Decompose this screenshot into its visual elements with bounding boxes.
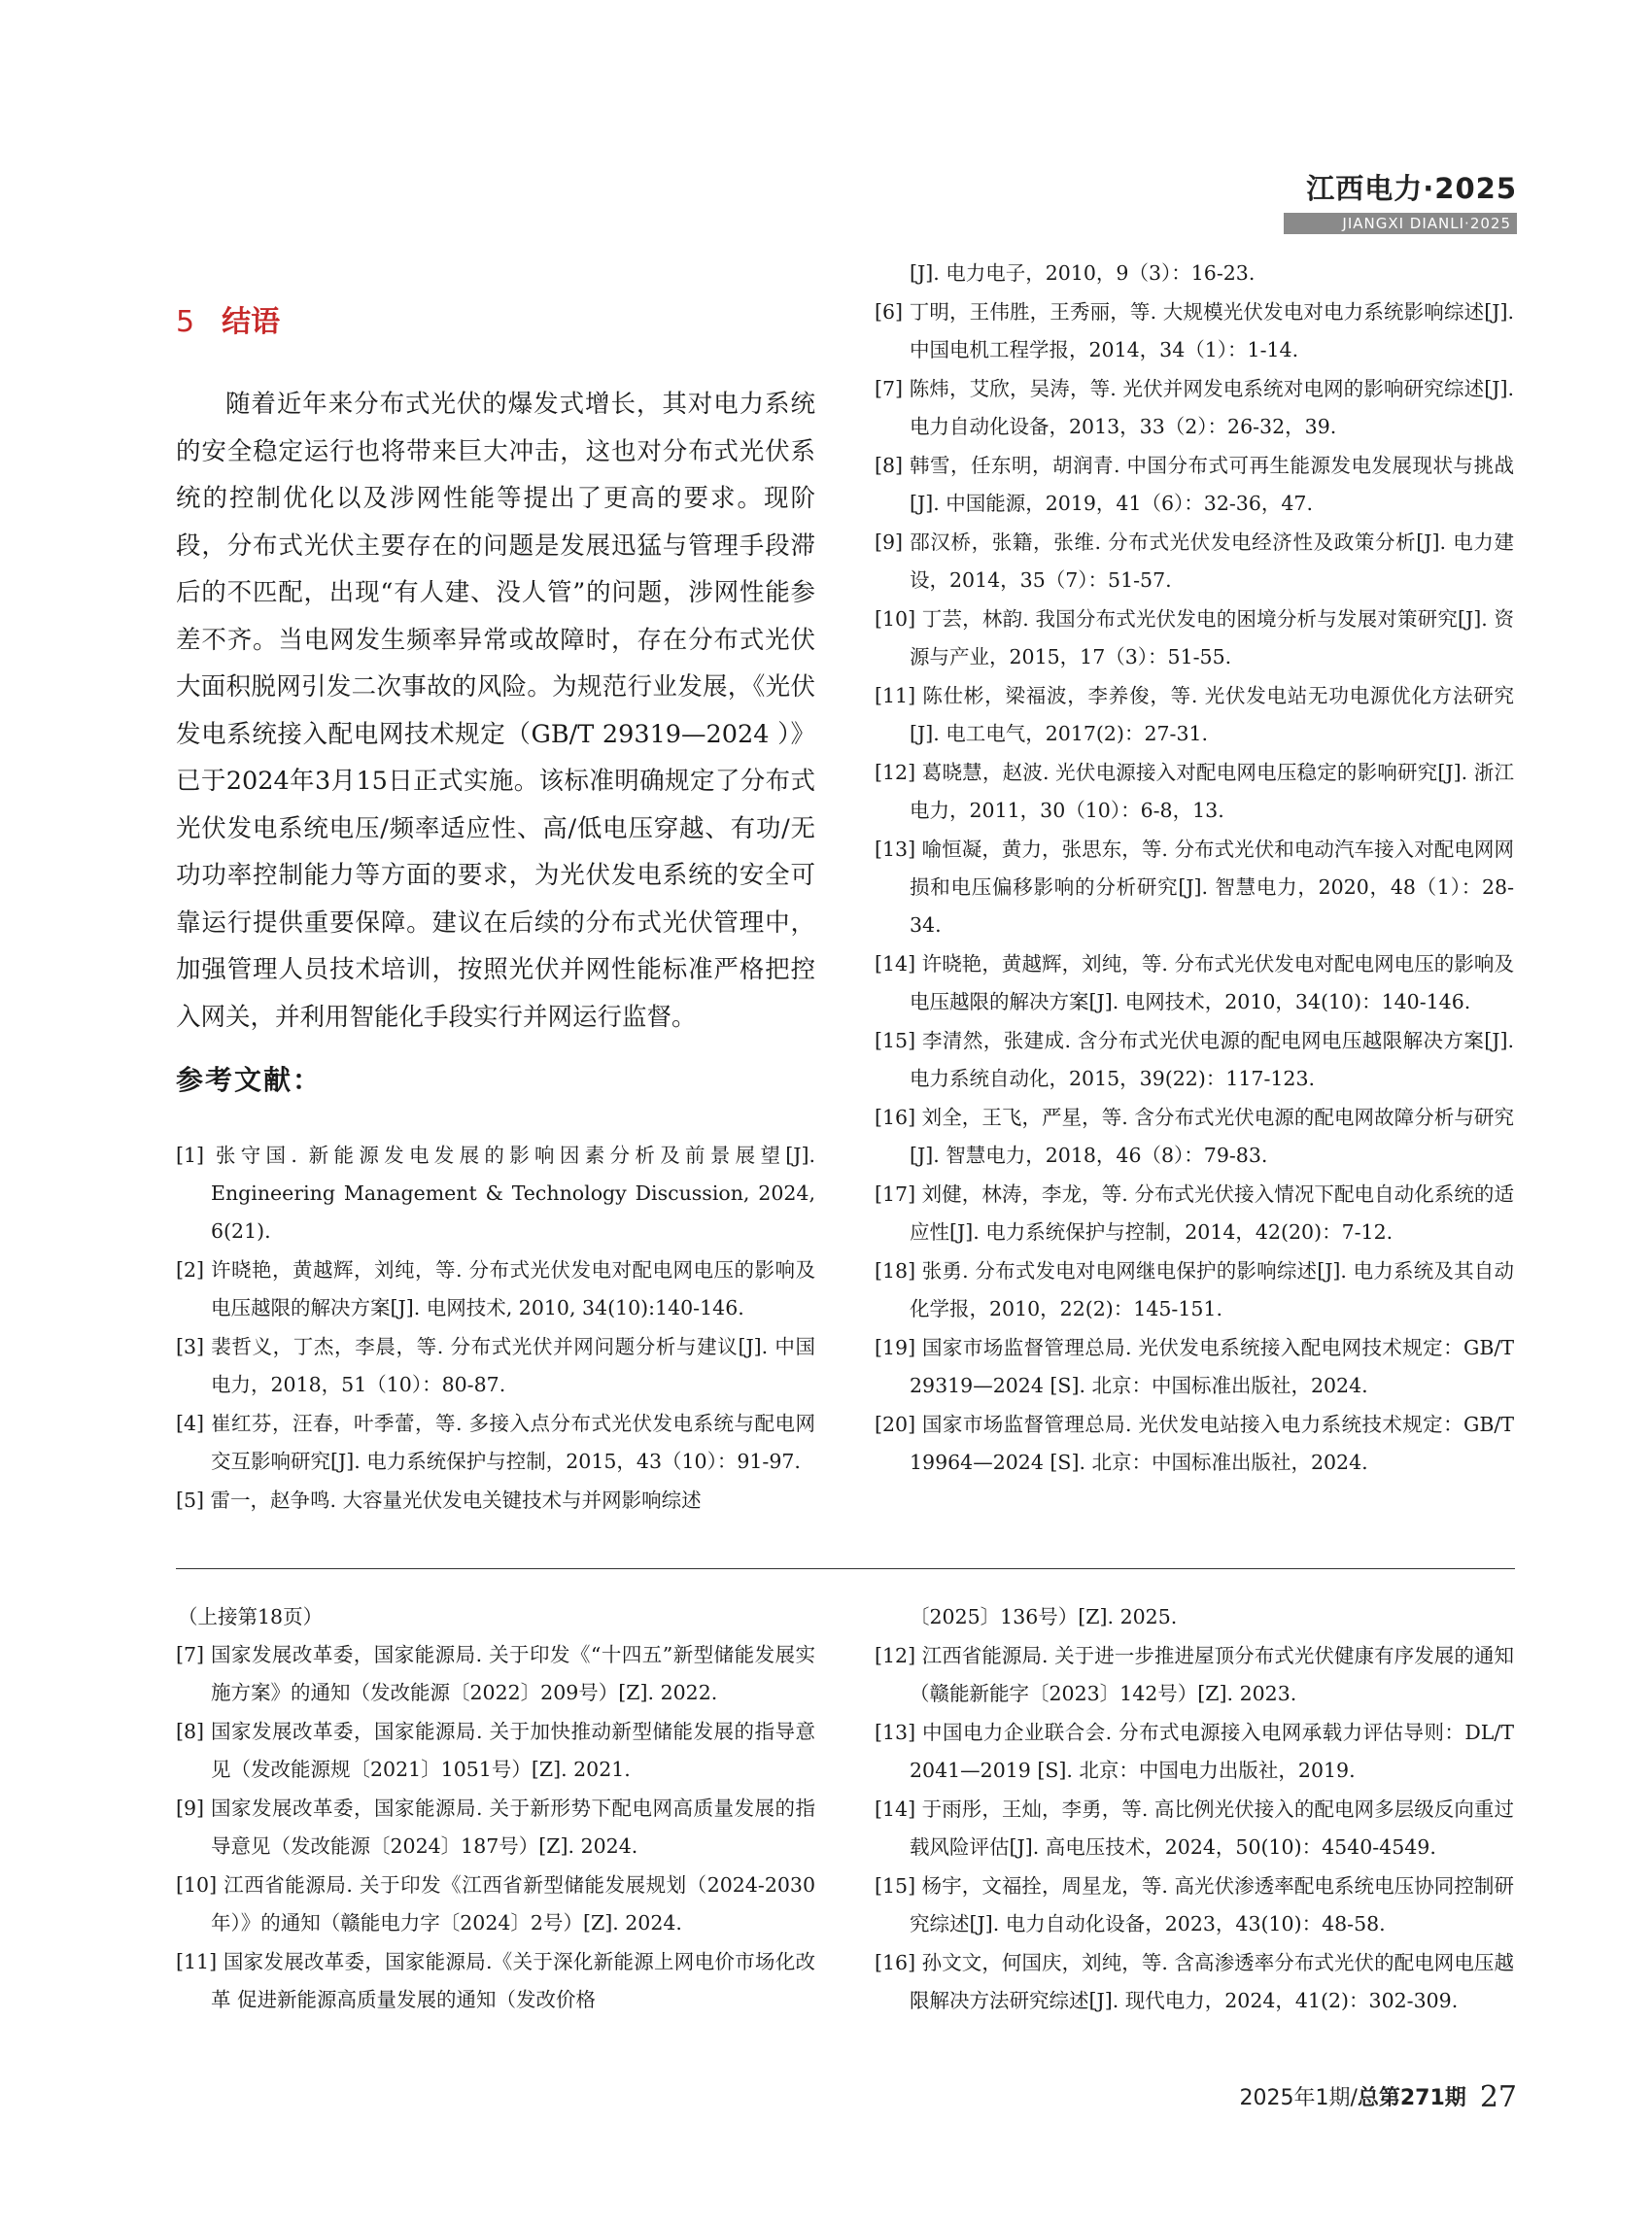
reference-item: [10] 丁芸，林韵. 我国分布式光伏发电的困境分析与发展对策研究[J]. 资源与产业，2015，17（3）：51-55.	[875, 607, 1514, 668]
references-right-column	[875, 255, 1514, 1483]
reference-item: [15] 杨宇，文福拴，周星龙，等. 高光伏渗透率配电系统电压协同控制研究综述[J]. 电力自动化设备，2023，43(10)：48-58.	[875, 1874, 1514, 1935]
reference-item: [3] 裴哲义，丁杰，李晨，等. 分布式光伏并网问题分析与建议[J]. 中国电力，2018，51（10）：80-87.	[176, 1335, 815, 1396]
reference-item: [7] 国家发展改革委，国家能源局. 关于印发《“十四五”新型储能发展实施方案》的通知（发改能源〔2022〕209号）[Z]. 2022.	[176, 1643, 815, 1704]
page-number: 27	[1479, 2080, 1517, 2114]
reference-item: [5] 雷一，赵争鸣. 大容量光伏发电关键技术与并网影响综述	[176, 1489, 702, 1512]
reference-item: [8] 韩雪，任东明，胡润青. 中国分布式可再生能源发电发展现状与挑战[J]. 中国能源，2019，41（6）：32-36，47.	[875, 454, 1514, 515]
reference-item: [6] 丁明，王伟胜，王秀丽，等. 大规模光伏发电对电力系统影响综述[J]. 中国电机工程学报，2014，34（1）：1-14.	[875, 300, 1514, 361]
continued-note: （上接第18页）	[178, 1605, 324, 1628]
reference-item: [11] 陈仕彬，梁福波，李养俊，等. 光伏发电站无功电源优化方法研究[J]. 电工电气，2017(2)：27-31.	[875, 684, 1514, 745]
reference-item: [2] 许晓艳，黄越辉，刘纯，等. 分布式光伏发电对配电网电压的影响及电压越限的解决方案[J]. 电网技术, 2010, 34(10):140-146.	[176, 1258, 815, 1319]
section-title: 结语	[222, 305, 281, 339]
reference-item: [4] 崔红芬，汪春，叶季蕾，等. 多接入点分布式光伏发电系统与配电网交互影响研究[J]. 电力系统保护与控制，2015，43（10）：91-97.	[176, 1412, 815, 1473]
reference-continuation: 〔2025〕136号）[Z]. 2025.	[910, 1605, 1178, 1628]
section-number: 5	[176, 305, 195, 339]
reference-item: [16] 刘全，王飞，严星，等. 含分布式光伏电源的配电网故障分析与研究[J]. 智慧电力，2018，46（8）：79-83.	[875, 1106, 1514, 1167]
reference-item: [15] 李清然，张建成. 含分布式光伏电源的配电网电压越限解决方案[J]. 电力系统自动化，2015，39(22)：117-123.	[875, 1029, 1514, 1090]
reference-item: [19] 国家市场监督管理总局. 光伏发电系统接入配电网技术规定：GB/T 29319—2024 [S]. 北京：中国标准出版社，2024.	[875, 1336, 1514, 1397]
reference-item: [8] 国家发展改革委，国家能源局. 关于加快推动新型储能发展的指导意见（发改能源规〔2021〕1051号）[Z]. 2021.	[176, 1720, 815, 1781]
reference-continuation: [J]. 电力电子，2010，9（3）：16-23.	[910, 261, 1256, 285]
references-heading: 参考文献：	[176, 1064, 323, 1096]
reference-item: [20] 国家市场监督管理总局. 光伏发电站接入电力系统技术规定：GB/T 19964—2024 [S]. 北京：中国标准出版社，2024.	[875, 1413, 1514, 1474]
journal-header	[1284, 167, 1517, 234]
issue-total: 总第271期	[1357, 2086, 1466, 2110]
reference-item: [10] 江西省能源局. 关于印发《江西省新型储能发展规划（2024-2030年）》的通知（赣能电力字〔2024〕2号）[Z]. 2024.	[176, 1873, 815, 1935]
section-heading	[176, 297, 280, 340]
reference-item: [9] 邵汉桥，张籍，张维. 分布式光伏发电经济性及政策分析[J]. 电力建设，2014，35（7）：51-57.	[875, 531, 1514, 592]
reference-item: [14] 于雨彤，王灿，李勇，等. 高比例光伏接入的配电网多层级反向重过载风险评估[J]. 高电压技术，2024，50(10)：4540-4549.	[875, 1798, 1514, 1859]
reference-item: [12] 江西省能源局. 关于进一步推进屋顶分布式光伏健康有序发展的通知（赣能新能字〔2023〕142号）[Z]. 2023.	[875, 1644, 1514, 1705]
reference-item: [11] 国家发展改革委，国家能源局.《关于深化新能源上网电价市场化改革 促进新能源高质量发展的通知（发改价格	[176, 1950, 815, 2011]
section-divider	[176, 1568, 1515, 1569]
journal-title: 江西电力·2025	[1306, 172, 1517, 205]
reference-item: [1] 张守国. 新能源发电发展的影响因素分析及前景展望[J]. Engineering Management & Technology Discussion, 2024, 6(21).	[176, 1144, 815, 1243]
issue-label: 2025年1期/	[1239, 2086, 1358, 2110]
references-left-column	[176, 1137, 815, 1521]
reference-item: [17] 刘健，林涛，李龙，等. 分布式光伏接入情况下配电自动化系统的适应性[J]. 电力系统保护与控制，2014，42(20)：7-12.	[875, 1182, 1514, 1244]
reference-item: [13] 中国电力企业联合会. 分布式电源接入电网承载力评估导则：DL/T 2041—2019 [S]. 北京：中国电力出版社，2019.	[875, 1721, 1514, 1782]
reference-item: [9] 国家发展改革委，国家能源局. 关于新形势下配电网高质量发展的指导意见（发改能源〔2024〕187号）[Z]. 2024.	[176, 1797, 815, 1858]
reference-item: [13] 喻恒凝，黄力，张思东，等. 分布式光伏和电动汽车接入对配电网网损和电压偏移影响的分析研究[J]. 智慧电力，2020，48（1）：28-34.	[875, 838, 1514, 937]
continued-references-left-column	[176, 1598, 815, 2020]
continued-references-right-column	[875, 1598, 1514, 2021]
reference-item: [18] 张勇. 分布式发电对电网继电保护的影响综述[J]. 电力系统及其自动化学报，2010，22(2)：145-151.	[875, 1259, 1514, 1320]
reference-item: [7] 陈炜，艾欣，吴涛，等. 光伏并网发电系统对电网的影响研究综述[J]. 电力自动化设备，2013，33（2）：26-32，39.	[875, 377, 1514, 438]
reference-item: [12] 葛晓慧，赵波. 光伏电源接入对配电网电压稳定的影响研究[J]. 浙江电力，2011，30（10）：6-8，13.	[875, 761, 1514, 822]
conclusion-paragraph: 随着近年来分布式光伏的爆发式增长，其对电力系统的安全稳定运行也将带来巨大冲击，这也对分布式光伏系统的控制优化以及涉网性能等提出了更高的要求。现阶段，分布式光伏主要存在的问题是发展迅猛与管理手段滞后的不匹配，出现“有人建、没人管”的问题，涉网性能参差不齐。当电网发生频率异常或故障时，存在分布式光伏大面积脱网引发二次事故的风险。为规范行业发展，《光伏发电系统接入配电网技术规定（GB/T 29319—2024 ）》已于2024年3月15日正式实施。该标准明确规定了分布式光伏发电系统电压/频率适应性、高/低电压穿越、有功/无功功率控制能力等方面的要求，为光伏发电系统的安全可靠运行提供重要保障。建议在后续的分布式光伏管理中，加强管理人员技术培训，按照光伏并网性能标准严格把控入网关，并利用智能化手段实行并网运行监督。	[176, 390, 815, 1032]
reference-item: [16] 孙文文，何国庆，刘纯，等. 含高渗透率分布式光伏的配电网电压越限解决方法研究综述[J]. 现代电力，2024，41(2)：302-309.	[875, 1951, 1514, 2012]
page-footer	[1239, 2080, 1517, 2114]
reference-item: [14] 许晓艳，黄越辉，刘纯，等. 分布式光伏发电对配电网电压的影响及电压越限的解决方案[J]. 电网技术，2010，34(10)：140-146.	[875, 952, 1514, 1013]
journal-subtitle: JIANGXI DIANLI·2025	[1284, 213, 1517, 234]
